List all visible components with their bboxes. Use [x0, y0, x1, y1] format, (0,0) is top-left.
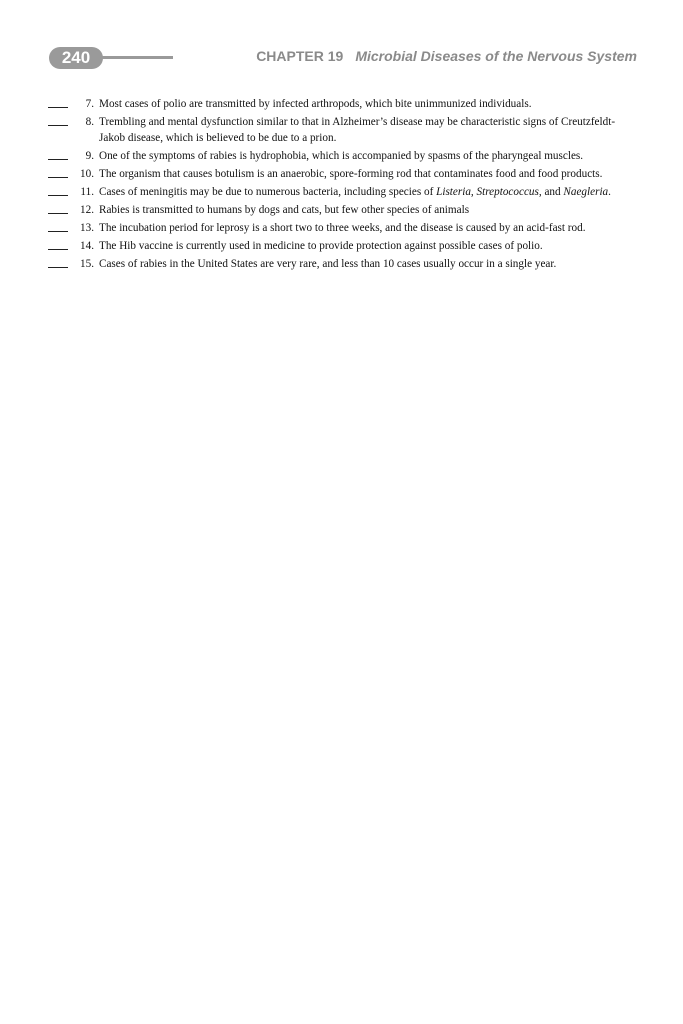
question-item	[48, 148, 638, 164]
question-text: The Hib vaccine is currently used in medicine to provide protection against possible cases of polio.	[99, 240, 543, 252]
question-number: 7.	[85, 98, 94, 110]
question-number: 15.	[80, 258, 94, 270]
question-text: The incubation period for leprosy is a short two to three weeks, and the disease is caused by an acid-fast rod.	[99, 222, 586, 234]
page-header	[0, 44, 683, 72]
answer-blank[interactable]	[48, 166, 68, 178]
question-text-italic: Listeria, Streptococcus,	[436, 186, 542, 198]
page-number: 240	[49, 47, 103, 69]
header-rule	[100, 56, 173, 59]
question-text: Rabies is transmitted to humans by dogs and cats, but few other species of animals	[99, 204, 470, 216]
question-number: 12.	[80, 204, 94, 216]
question-text-part: and	[541, 186, 564, 198]
answer-blank[interactable]	[48, 220, 68, 232]
question-item	[48, 238, 638, 254]
question-text: Most cases of polio are transmitted by infected arthropods, which bite unimmunized individuals.	[99, 98, 532, 110]
question-item	[48, 256, 638, 272]
chapter-label: CHAPTER 19	[256, 48, 344, 64]
question-number: 13.	[80, 222, 94, 234]
question-item	[48, 184, 638, 200]
question-text-italic: Naegleria	[563, 186, 609, 198]
question-text: Cases of rabies in the United States are very rare, and less than 10 cases usually occur in a single year.	[99, 258, 557, 270]
answer-blank[interactable]	[48, 114, 68, 126]
question-number: 9.	[85, 150, 94, 162]
answer-blank[interactable]	[48, 148, 68, 160]
question-number: 14.	[80, 240, 94, 252]
question-text: Trembling and mental dysfunction similar to that in Alzheimer’s disease may be characteristic signs of Creutzfeldt-Jakob disease, which is believed to be due to a prion.	[99, 116, 616, 144]
question-text: The organism that causes botulism is an anaerobic, spore-forming rod that contaminates food and food products.	[99, 168, 603, 180]
question-text: One of the symptoms of rabies is hydrophobia, which is accompanied by spasms of the pharyngeal muscles.	[99, 150, 584, 162]
answer-blank[interactable]	[48, 96, 68, 108]
answer-blank[interactable]	[48, 202, 68, 214]
question-number: 8.	[85, 116, 94, 128]
chapter-subject: Microbial Diseases of the Nervous System	[355, 48, 637, 64]
question-text-part: .	[608, 186, 611, 198]
question-number: 10.	[80, 168, 94, 180]
question-text	[99, 184, 638, 200]
answer-blank[interactable]	[48, 184, 68, 196]
answer-blank[interactable]	[48, 238, 68, 250]
answer-blank[interactable]	[48, 256, 68, 268]
question-item	[48, 114, 638, 146]
question-item	[48, 220, 638, 236]
chapter-heading	[256, 48, 637, 64]
question-item	[48, 96, 638, 112]
question-item	[48, 166, 638, 182]
question-list	[48, 96, 638, 274]
question-item	[48, 202, 638, 218]
question-number: 11.	[80, 186, 94, 198]
question-text-part: Cases of meningitis may be due to numerous bacteria, including species of	[99, 186, 437, 198]
